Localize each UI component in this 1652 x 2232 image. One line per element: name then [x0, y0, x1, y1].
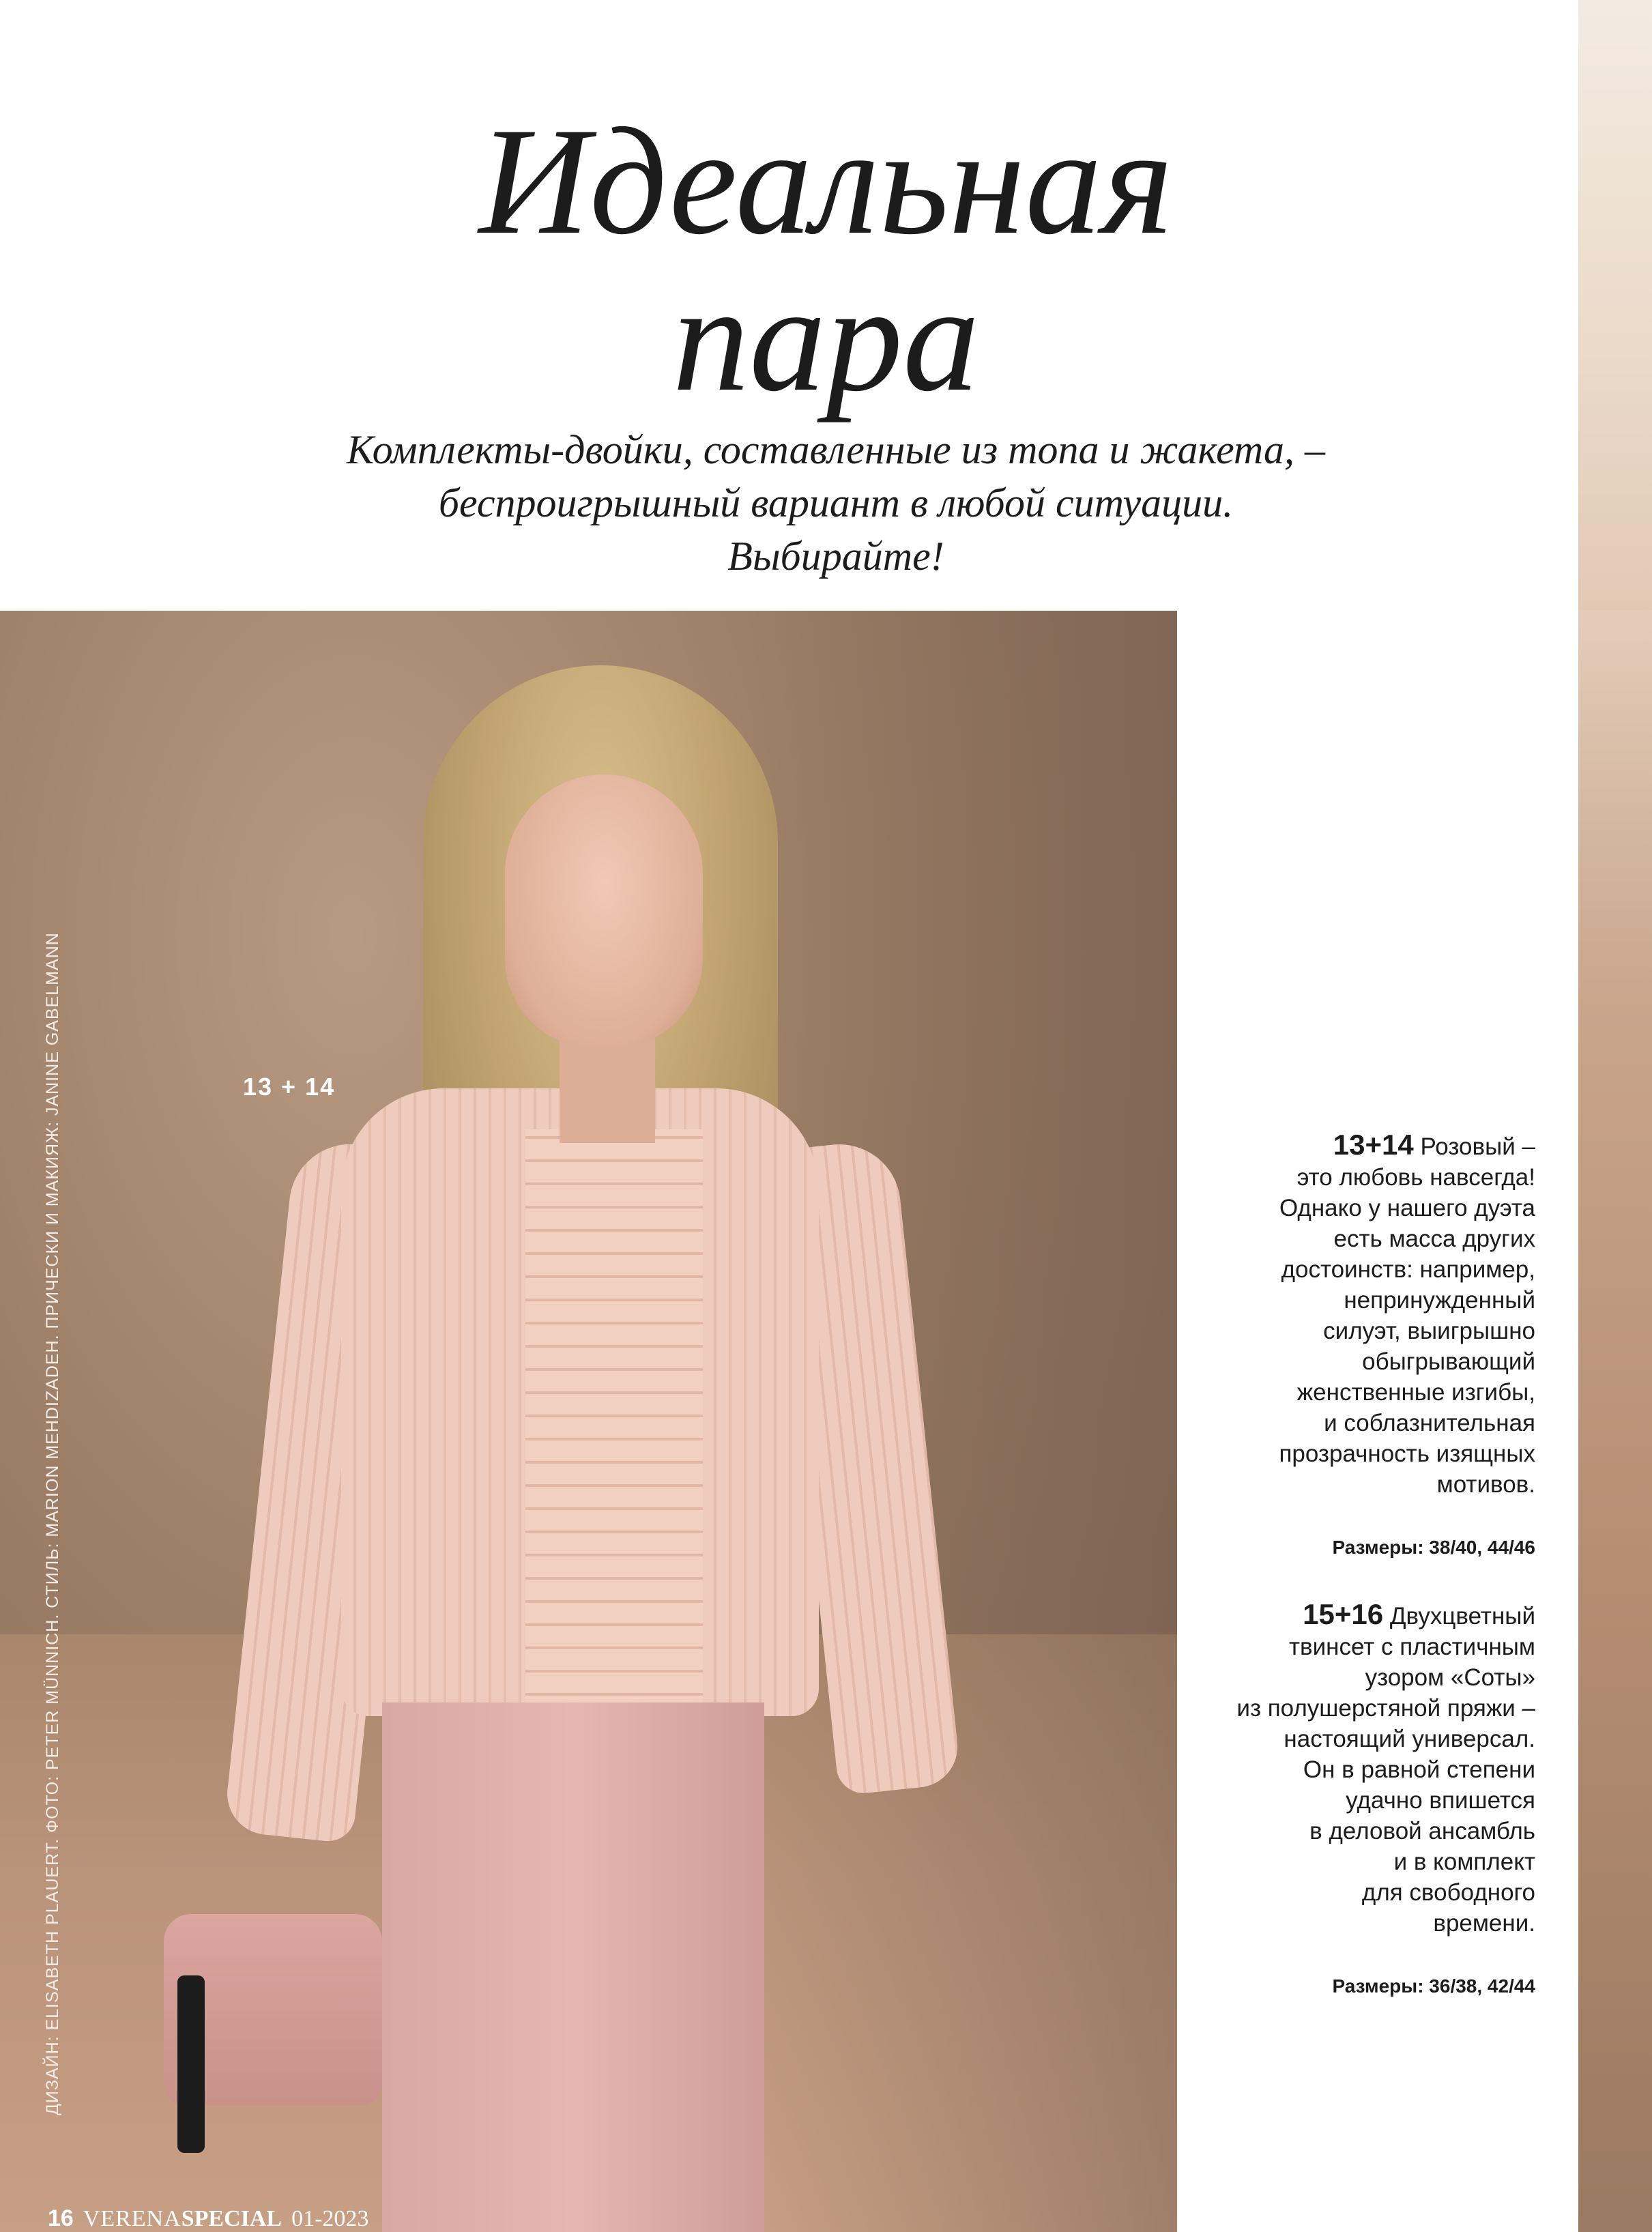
- item-text: 13+14 Розовый – это любовь навсегда! Однако у нашего дуэта есть масса других достоинств: например, непринужденный силуэт, выигрышно обыгрывающий женственные изгибы, и соблазнительная прозрачность изящных мотивов.: [1187, 1129, 1535, 1500]
- item-first-line: 13+14 Розовый –: [1333, 1129, 1535, 1161]
- page-number: 16: [48, 2205, 74, 2231]
- title-line-2: пара: [672, 252, 980, 423]
- item-number: 15+16: [1303, 1598, 1384, 1630]
- item-sizes: Размеры: 38/40, 44/46: [1332, 1537, 1535, 1558]
- title-line-1: Идеальная: [478, 96, 1174, 266]
- page-title: [0, 96, 1652, 423]
- item-first-line: 15+16 Двухцветный: [1303, 1598, 1535, 1630]
- photo-model-label: 13 + 14: [243, 1073, 336, 1101]
- fashion-photo: [0, 611, 1177, 2232]
- lead-line-1: Комплекты-двойки, составленные из топа и жакета, –: [347, 427, 1325, 472]
- item-text: 15+16 Двухцветный твинсет с пластичным узором «Соты» из полушерстяной пряжи – настоящий универсал. Он в равной степени удачно впишется в деловой ансамбль и в комплект для свободного времени.: [1187, 1599, 1535, 1939]
- item-description-13-14: [1187, 1129, 1535, 1559]
- item-description-15-16: [1187, 1599, 1535, 1997]
- model-face: [505, 774, 703, 1047]
- magazine-brand: VERENA: [83, 2206, 182, 2231]
- lead-line-3: Выбирайте!: [727, 534, 944, 579]
- lead-line-2: беспроигрышный вариант в любой ситуации.: [438, 480, 1234, 525]
- bag-tassel: [177, 1975, 205, 2153]
- item-number: 13+14: [1333, 1129, 1414, 1161]
- pink-trousers: [382, 1702, 764, 2232]
- page-footer: [48, 2205, 368, 2232]
- item-sizes: Размеры: 36/38, 42/44: [1332, 1975, 1535, 1997]
- magazine-edition-name: SPECIAL: [181, 2206, 282, 2231]
- issue-number: 01-2023: [291, 2206, 369, 2231]
- lead-paragraph: [205, 423, 1467, 583]
- knit-top: [525, 1129, 703, 1716]
- photo-credits: ДИЗАЙН: ELISABETH PLAUERT. ФОТО: PETER MÜNNICH. СТИЛЬ: MARION MEHDIZADEH. ПРИЧЕСКИ И МАКИЯЖ: JANINE GABELMANN: [43, 932, 62, 2115]
